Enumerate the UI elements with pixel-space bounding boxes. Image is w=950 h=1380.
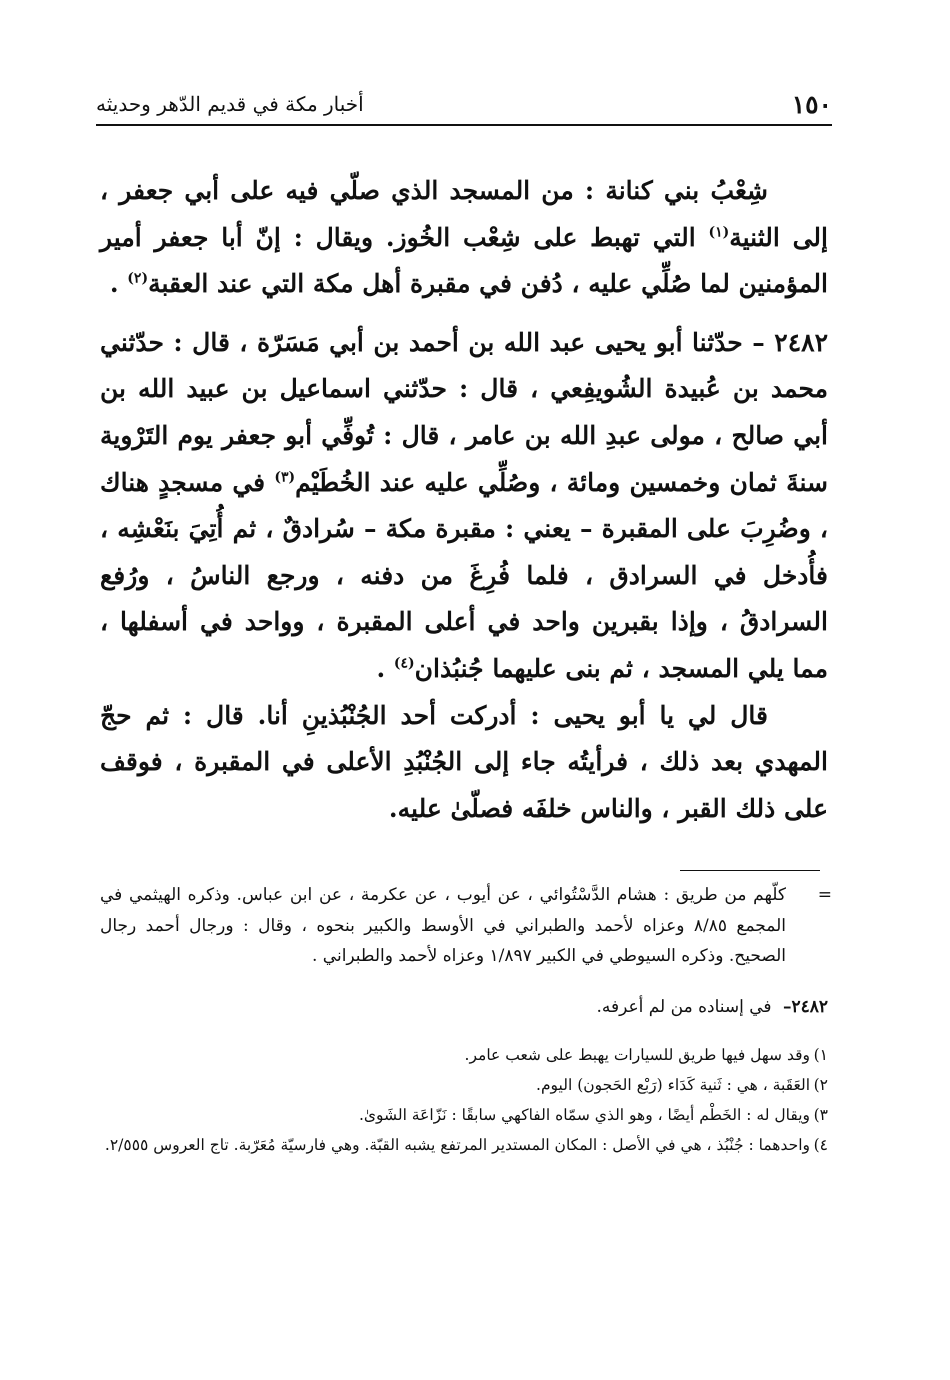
paragraph-1-text-b: التي تهبط على شِعْب الخُوز. ويقال : إنّ أبا جعفر أمير المؤمنين لما صُلِّي عليه ، دُفن في مقبرة أهل مكة التي عند العقبة <box>100 222 828 299</box>
footnote-text: واحدهما : جُنْبُذ ، هي في الأصل : المكان المستدير المرتفع يشبه القبّة. وهي فارسيّة مُعَرّبة. تاج العروس ٢/٥٥٥. <box>104 1136 810 1154</box>
continuation-mark: = <box>817 885 832 905</box>
paragraph-1-text-a: شِعْبُ بني كنانة : من المسجد الذي صلّي فيه على أبي جعفر ، إلى الثنية <box>100 176 829 252</box>
footnote-number: ٤) <box>813 1136 828 1154</box>
footnote-ref-3: (٣) <box>274 469 296 486</box>
running-title: أخبار مكة في قديم الدّهر وحديثه <box>96 92 364 116</box>
footnote-text: وقد سهل فيها طريق للسيارات يهبط على شعب عامر. <box>464 1046 810 1064</box>
footnote-item <box>100 1130 828 1160</box>
footnote-separator <box>680 870 820 871</box>
paragraph-2 <box>100 320 828 693</box>
paragraph-3: قال لي يا أبو يحيى : أدركت أحد الجُنْبُذينِ أنا. قال : ثم حجّ المهدي بعد ذلك ، فرأيتُه جاء إلى الجُنْبُدِ الأعلى في المقبرة ، فوقف على ذلك القبر ، والناس خلفَه فصلّىٰ عليه. <box>100 700 828 823</box>
page-number: ١٥٠ <box>791 90 832 119</box>
paragraph-1 <box>100 168 828 308</box>
footnote-item <box>100 1100 828 1130</box>
footnote-number: ٢) <box>813 1076 828 1094</box>
footnote-number: ١) <box>813 1046 828 1064</box>
paragraph-2-text-c: . <box>376 653 394 683</box>
footnote-item <box>100 1040 828 1070</box>
footnote-item <box>100 1070 828 1100</box>
paragraph-1-text-c: . <box>109 269 128 299</box>
footnote-ref-4: (٤) <box>393 655 415 672</box>
footnote-number: ٣) <box>813 1106 828 1124</box>
hadith-note <box>100 992 828 1023</box>
notes-section <box>100 880 832 1160</box>
paragraph-2-text-a: ٢٤٨٢ – حدّثنا أبو يحيى عبد الله بن أحمد بن أبي مَسَرّة ، قال : حدّثني محمد بن عُبيدة الشُويفِعي ، قال : حدّثني اسماعيل بن عبيد الله بن أبي صالح ، مولى عبدِ الله بن عامر ، قال : تُوفِّي أبو جعفر يوم التَرْوية سنةَ ثمان وخمسين ومائة ، وصُلِّي عليه عند الخُطَيْم <box>100 327 829 497</box>
footnote-ref-1: (١) <box>708 224 730 241</box>
footnote-text: ويقال له : الخَطْم أيضًا ، وهو الذي سمّاه الفاكهي سابقًا : نَزّاعَة الشَوىٰ. <box>358 1106 810 1124</box>
footnote-text: العَقَبة ، هي : ثَنية كَدَاء (رَبْع الحَجون) اليوم. <box>536 1076 810 1094</box>
paragraph-2-text-b: في مسجدٍ هناك ، وضُرِبَ على المقبرة – يعني : مقبرة مكة – سُرادقٌ ، ثم أُتِيَ بنَعْشِه ، فأُدخل في السرادق ، فلما فُرِغَ من دفنه ، ورجع الناسُ ، ورُفع السرادقُ ، وإذا بقبرين واحد في أعلى المقبرة ، وواحد في أسفلها ، مما يلي المسجد ، ثم بنى عليهما جُنبُذان <box>100 467 828 683</box>
hadith-note-text: في إسناده من لم أعرفه. <box>596 996 772 1017</box>
page-header <box>96 84 832 126</box>
continued-note <box>100 880 832 972</box>
continued-note-text: كلّهم من طريق : هشام الدَّسْتُوائي ، عن أيوب ، عن عكرمة ، عن ابن عباس. وذكره الهيثمي في المجمع ٨/٨٥ وعزاه لأحمد والطبراني في الأوسط والكبير بنحوه ، وقال : ورجال أحمد رجال الصحيح. وذكره السيوطي في الكبير ١/٨٩٧ وعزاه لأحمد والطبراني . <box>100 885 786 966</box>
hadith-note-number: ٢٤٨٢– <box>782 996 828 1017</box>
footnote-ref-2: (٢) <box>127 270 149 287</box>
main-text <box>100 168 828 832</box>
footnotes-list <box>100 1040 828 1160</box>
